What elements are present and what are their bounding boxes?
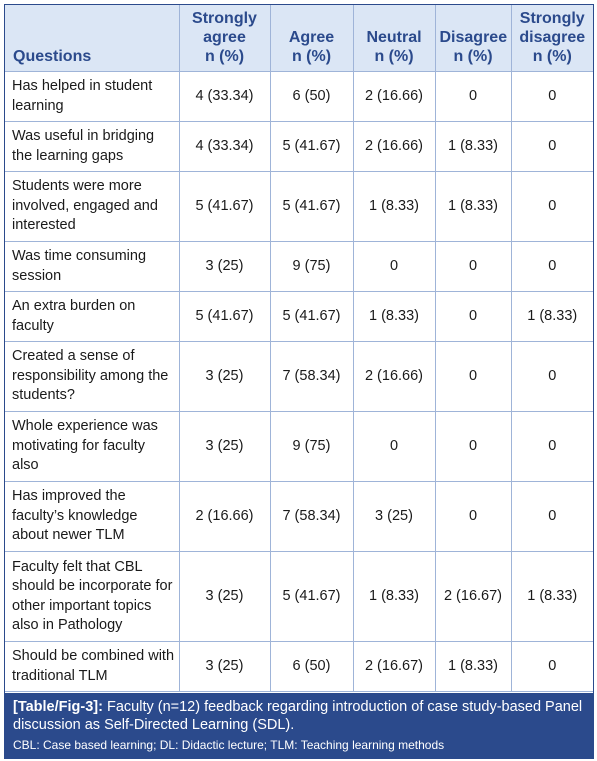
value-cell: 0 — [511, 242, 593, 292]
table-row — [5, 552, 593, 642]
value-cell: 9 (75) — [270, 242, 353, 292]
header-questions: Questions — [5, 5, 179, 72]
question-cell: Has helped in student learning — [5, 72, 179, 122]
value-cell: 0 — [511, 172, 593, 242]
caption-text: Faculty (n=12) feedback regarding introduction of case study-based Panel discussion as Self-Directed Learning (SDL). — [13, 699, 583, 733]
value-cell: 0 — [435, 482, 511, 552]
table-figure — [4, 4, 594, 759]
value-cell: 4 (33.34) — [179, 122, 270, 172]
value-cell: 5 (41.67) — [270, 172, 353, 242]
value-cell: 2 (16.66) — [353, 342, 435, 412]
value-cell: 7 (58.34) — [270, 482, 353, 552]
value-cell: 5 (41.67) — [179, 172, 270, 242]
question-cell: Has improved the faculty’s knowledge about newer TLM — [5, 482, 179, 552]
value-cell: 0 — [511, 342, 593, 412]
value-cell: 1 (8.33) — [435, 122, 511, 172]
value-cell: 3 (25) — [179, 552, 270, 642]
value-cell: 1 (8.33) — [435, 172, 511, 242]
value-cell: 2 (16.67) — [435, 552, 511, 642]
value-cell: 3 (25) — [179, 342, 270, 412]
value-cell: 0 — [353, 412, 435, 482]
header-strongly-agree: Strongly agree n (%) — [179, 5, 270, 72]
question-cell: Students were more involved, engaged and interested — [5, 172, 179, 242]
table-row — [5, 642, 593, 692]
value-cell: 3 (25) — [179, 412, 270, 482]
table-row — [5, 172, 593, 242]
caption-label: [Table/Fig-3]: — [13, 699, 103, 715]
value-cell: 0 — [435, 412, 511, 482]
value-cell: 2 (16.66) — [179, 482, 270, 552]
value-cell: 1 (8.33) — [353, 292, 435, 342]
value-cell: 0 — [353, 242, 435, 292]
table-row — [5, 122, 593, 172]
header-disagree: Disagree n (%) — [435, 5, 511, 72]
table-row — [5, 342, 593, 412]
value-cell: 9 (75) — [270, 412, 353, 482]
value-cell: 0 — [435, 342, 511, 412]
value-cell: 3 (25) — [179, 242, 270, 292]
value-cell: 1 (8.33) — [435, 642, 511, 692]
question-cell: Created a sense of responsibility among the students? — [5, 342, 179, 412]
value-cell: 0 — [511, 122, 593, 172]
table-row — [5, 72, 593, 122]
value-cell: 1 (8.33) — [511, 552, 593, 642]
table-caption — [5, 693, 593, 758]
value-cell: 0 — [511, 72, 593, 122]
value-cell: 6 (50) — [270, 642, 353, 692]
table-row — [5, 292, 593, 342]
feedback-table — [5, 5, 593, 692]
value-cell: 0 — [511, 412, 593, 482]
question-cell: Faculty felt that CBL should be incorporate for other important topics also in Pathology — [5, 552, 179, 642]
question-cell: An extra burden on faculty — [5, 292, 179, 342]
value-cell: 0 — [511, 482, 593, 552]
value-cell: 1 (8.33) — [353, 552, 435, 642]
value-cell: 1 (8.33) — [353, 172, 435, 242]
header-row — [5, 5, 593, 72]
value-cell: 6 (50) — [270, 72, 353, 122]
value-cell: 4 (33.34) — [179, 72, 270, 122]
value-cell: 3 (25) — [179, 642, 270, 692]
table-row — [5, 412, 593, 482]
value-cell: 1 (8.33) — [511, 292, 593, 342]
value-cell: 7 (58.34) — [270, 342, 353, 412]
value-cell: 5 (41.67) — [270, 122, 353, 172]
value-cell: 5 (41.67) — [179, 292, 270, 342]
header-agree: Agree n (%) — [270, 5, 353, 72]
value-cell: 2 (16.66) — [353, 122, 435, 172]
value-cell: 0 — [435, 72, 511, 122]
header-neutral: Neutral n (%) — [353, 5, 435, 72]
caption-abbreviations: CBL: Case based learning; DL: Didactic lecture; TLM: Teaching learning methods — [13, 738, 445, 752]
table-row — [5, 482, 593, 552]
value-cell: 2 (16.67) — [353, 642, 435, 692]
question-cell: Was time consuming session — [5, 242, 179, 292]
value-cell: 3 (25) — [353, 482, 435, 552]
header-strongly-disagree: Strongly disagree n (%) — [511, 5, 593, 72]
value-cell: 2 (16.66) — [353, 72, 435, 122]
question-cell: Should be combined with traditional TLM — [5, 642, 179, 692]
value-cell: 0 — [435, 242, 511, 292]
caption-main — [13, 698, 585, 734]
value-cell: 0 — [435, 292, 511, 342]
value-cell: 5 (41.67) — [270, 552, 353, 642]
value-cell: 0 — [511, 642, 593, 692]
table-row — [5, 242, 593, 292]
value-cell: 5 (41.67) — [270, 292, 353, 342]
question-cell: Was useful in bridging the learning gaps — [5, 122, 179, 172]
question-cell: Whole experience was motivating for faculty also — [5, 412, 179, 482]
